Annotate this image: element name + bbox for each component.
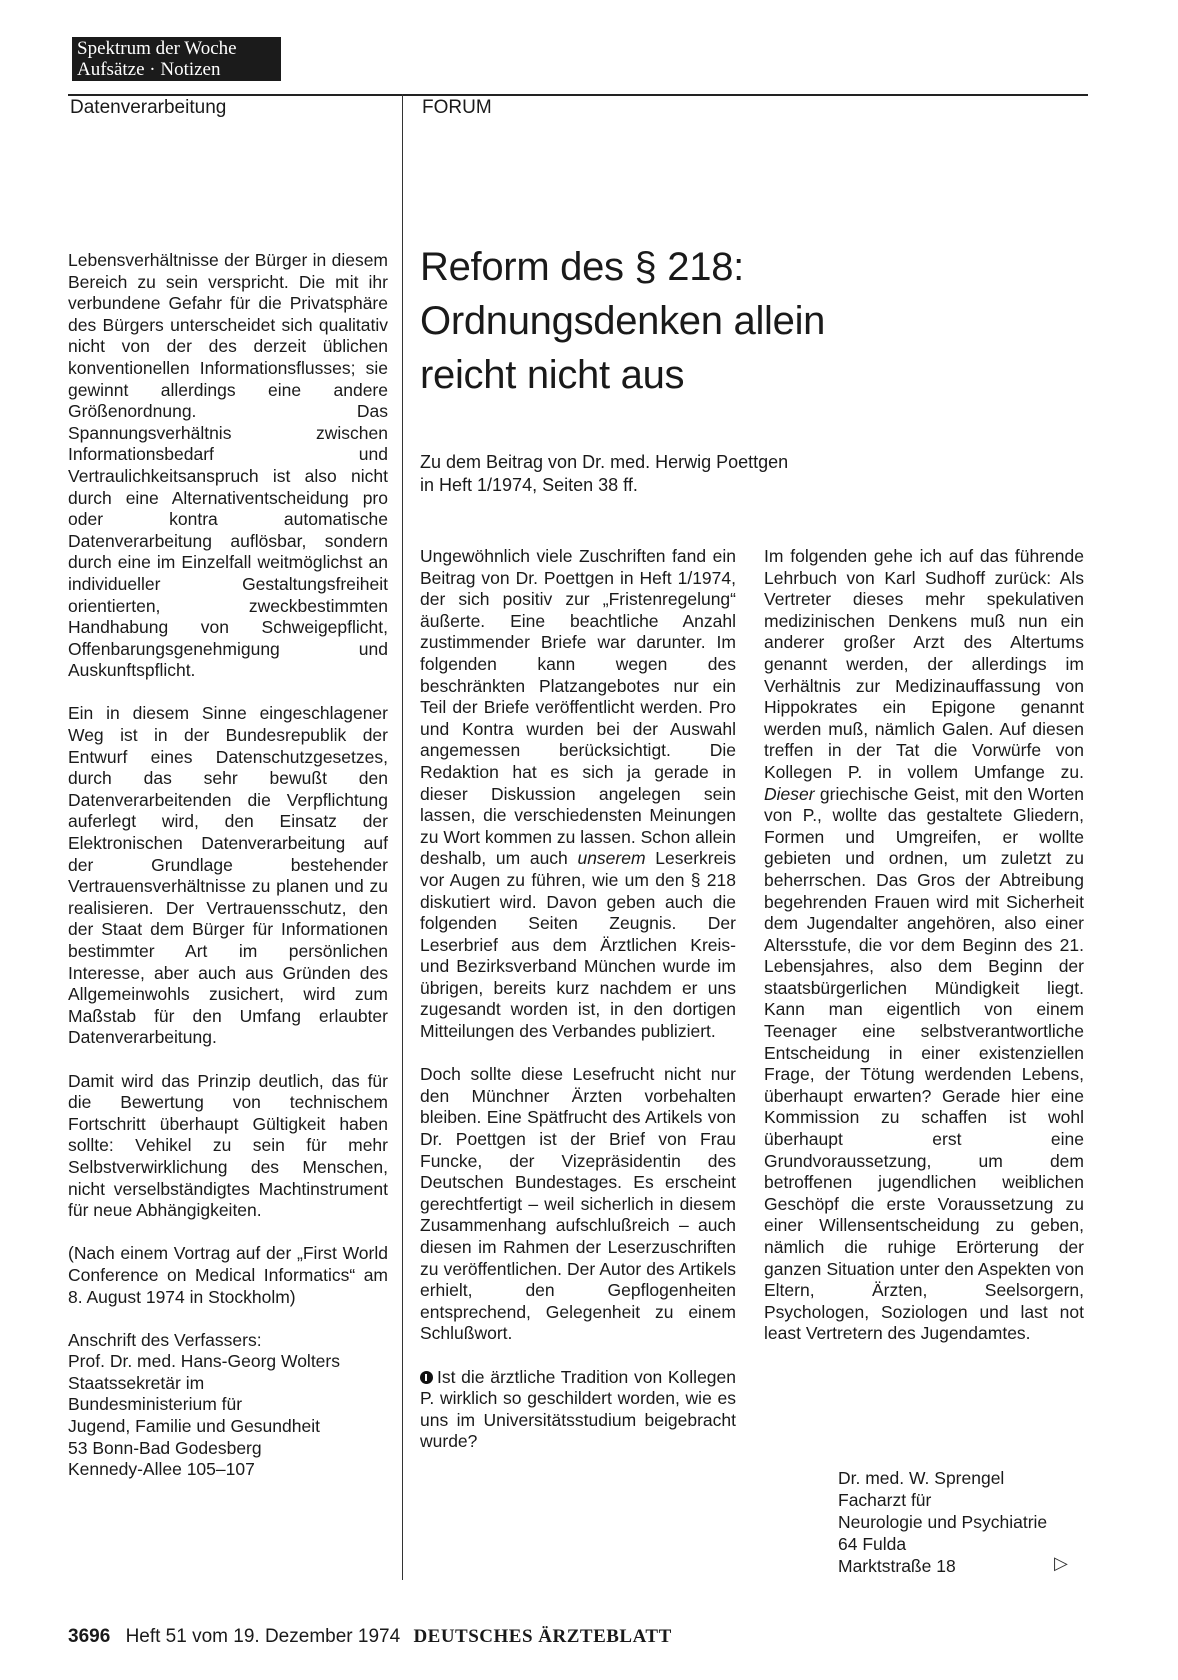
paragraph — [764, 546, 1084, 1345]
paragraph: (Nach einem Vortrag auf der „First World Conference on Medical Informatics“ am 8. August 1974 in Stockholm) — [68, 1243, 388, 1307]
emphasis: unserem — [577, 848, 646, 869]
emphasis: Dieser — [764, 783, 815, 804]
column-left — [68, 250, 388, 1481]
address-line: Bundesministerium für — [68, 1394, 243, 1415]
subline-line: in Heft 1/1974, Seiten 38 ff. — [420, 475, 638, 495]
question-paragraph — [420, 1367, 736, 1453]
top-rule — [68, 94, 1088, 96]
text: Ungewöhnlich viele Zuschriften fand ein Beitrag von Dr. Poettgen in Heft 1/1974, der sich positiv zur „Fristenregelung“ äußerte. Eine beachtliche Anzahl zustimmender Briefe war darunter. Im folgenden kann wegen des beschränkten Platzangebotes nur ein Teil der Briefe veröffentlicht werden. Pro und Kontra wurden bei der Auswahl angemessen berücksichtigt. Die Redaktion hat es sich ja gerade in dieser Diskussion angelegen sein lassen, die verschiedensten Meinungen zu Wort kommen zu lassen. Schon allein deshalb, um auch — [420, 546, 736, 869]
subline-line: Zu dem Beitrag von Dr. med. Herwig Poettgen — [420, 452, 789, 472]
headline-line: Reform des § 218: — [420, 245, 744, 289]
page-footer — [68, 1626, 672, 1648]
author-address — [68, 1330, 388, 1481]
exclamation-circle-icon — [420, 1371, 433, 1384]
article-subline — [420, 451, 1080, 497]
address-line: Anschrift des Verfassers: — [68, 1329, 262, 1350]
text: Leserkreis vor Augen zu führen, wie um den § 218 diskutiert wird. Davon geben auch die folgenden Seiten Zeugnis. Der Leserbrief aus dem Ärztlichen Kreis- und Bezirksverband München wurde im übrigen, bereits kurz nachdem er uns zugesandt worden ist, in den dortigen Mitteilungen des Verbandes publiziert. — [420, 848, 736, 1042]
paragraph — [420, 546, 736, 1043]
badge-line-2: Aufsätze · Notizen — [77, 59, 221, 80]
signature-line: 64 Fulda — [838, 1534, 907, 1554]
text: griechische Geist, mit den Worten von P., wollte das gestaltete Gliedern, Formen und Umgreifen, er wollte gebieten und ordnen, um zuletzt zu beherrschen. Das Gros der Abtreibung begehrenden Frauen wird mit Sicherheit dem Jugendalter angehören, also einer Altersstufe, die vor dem Beginn des 21. Lebensjahres, also dem Beginn der staatsbürgerlichen Mündigkeit liegt. Kann man eigentlich von einem Teenager eine selbstverantwortliche Entscheidung in einer existenziellen Frage, der Tötung werdenden Lebens, überhaupt erwarten? Gerade hier eine Kommission zu schaffen ist wohl überhaupt erst eine Grundvoraussetzung, um dem betroffenen jugendlichen weiblichen Geschöpf die erste Voraussetzung zu einer Willensentscheidung zu geben, nämlich die ruhige Erörterung der ganzen Situation unter den Aspekten von Eltern, Ärzten, Seelsorgern, Psychologen, Soziologen und last not least Vertretern des Jugendamtes. — [764, 783, 1084, 1344]
paragraph: Damit wird das Prinzip deutlich, das für die Bewertung von technischem Fortschritt überhaupt Gültigkeit haben sollte: Vehikel zu sein für mehr Selbstverwirklichung des Menschen, nicht verselbständigtes Machtinstrument für neue Abhängigkeiten. — [68, 1070, 388, 1221]
magazine-name: DEUTSCHES ÄRZTEBLATT — [413, 1626, 672, 1647]
address-line: Prof. Dr. med. Hans-Georg Wolters — [68, 1351, 340, 1372]
signature-line: Dr. med. W. Sprengel — [838, 1468, 1005, 1488]
signature-line: Neurologie und Psychiatrie — [838, 1512, 1048, 1532]
section-label-right: FORUM — [422, 97, 492, 118]
address-line: Staatssekretär im — [68, 1372, 205, 1393]
section-label-left: Datenverarbeitung — [70, 97, 227, 118]
letter-signature — [838, 1467, 1047, 1577]
triangle-right-icon: ▷ — [1054, 1553, 1068, 1573]
paragraph: Lebensverhältnisse der Bürger in diesem Bereich zu sein verspricht. Die mit ihr verbundene Gefahr für die Privatsphäre des Bürgers unterscheidet sich qualitativ nicht von der des derzeit üblichen konventionellen Informationsflusses; sie gewinnt allerdings eine andere Größenordnung. Das Spannungsverhältnis zwischen Informationsbedarf und Vertraulichkeitsanspruch ist also nicht durch eine Alternativentscheidung pro oder kontra automatische Datenverarbeitung auflösbar, sondern durch eine im Einzelfall weitmöglichst an individueller Gestaltungsfreiheit orientierten, zweckbestimmten Handhabung von Schweigepflicht, Offenbarungsgenehmigung und Auskunftspflicht. — [68, 250, 388, 681]
column-middle — [420, 546, 736, 1475]
address-line: Jugend, Familie und Gesundheit — [68, 1416, 320, 1437]
article-headline — [420, 240, 1080, 402]
column-divider — [402, 94, 403, 1580]
headline-line: reicht nicht aus — [420, 353, 685, 397]
section-badge — [72, 37, 281, 81]
badge-line-1: Spektrum der Woche — [77, 38, 237, 59]
headline-line: Ordnungsdenken allein — [420, 299, 826, 343]
address-line: 53 Bonn-Bad Godesberg — [68, 1437, 262, 1458]
text: Im folgenden gehe ich auf das führende Lehrbuch von Karl Sudhoff zurück: Als Vertreter dieses mehr spekulativen medizinischen Denkens muß nun ein anderer großer Arzt des Altertums genannt werden, der allerdings im Verhältnis zur Medizinauffassung von Hippokrates ein Epigone genannt werden muß, nämlich Galen. Auf diesen treffen in der Tat die Vorwürfe von Kollegen P. in vollem Umfange zu. — [764, 546, 1084, 782]
text: Ist die ärztliche Tradition von Kollegen P. wirklich so geschildert worden, wie es uns im Universitätsstudium beigebracht wurde? — [420, 1366, 736, 1452]
signature-line: Facharzt für — [838, 1490, 932, 1510]
issue-info: Heft 51 vom 19. Dezember 1974 — [125, 1626, 401, 1647]
column-right — [764, 546, 1084, 1367]
page-number: 3696 — [68, 1626, 111, 1647]
signature-line: Marktstraße 18 — [838, 1556, 956, 1576]
paragraph: Doch sollte diese Lesefrucht nicht nur den Münchner Ärzten vorbehalten bleiben. Eine Spätfrucht des Artikels von Dr. Poettgen ist der Brief von Frau Funcke, der Vizepräsidentin des Deutschen Bundestages. Es erscheint gerechtfertigt – weil sicherlich in diesem Zusammenhang aufschlußreich – auch diesen im Rahmen der Leserzuschriften zu veröffentlichen. Der Autor des Artikels erhielt, den Gepflogenheiten entsprechend, Gelegenheit zu einem Schlußwort. — [420, 1064, 736, 1344]
paragraph: Ein in diesem Sinne eingeschlagener Weg ist in der Bundesrepublik der Entwurf eines Datenschutzgesetzes, durch das sehr bewußt den Datenverarbeitenden die Verpflichtung auferlegt wird, den Einsatz der Elektronischen Datenverarbeitung auf der Grundlage bestehender Vertrauensverhältnisse zu planen und zu realisieren. Der Vertrauensschutz, den der Staat dem Bürger für Informationen bestimmter Art im persönlichen Interesse, aber auch aus Gründen des Allgemeinwohls zusichert, wird zum Maßstab für den Umfang erlaubter Datenverarbeitung. — [68, 703, 388, 1048]
address-line: Kennedy-Allee 105–107 — [68, 1459, 255, 1480]
